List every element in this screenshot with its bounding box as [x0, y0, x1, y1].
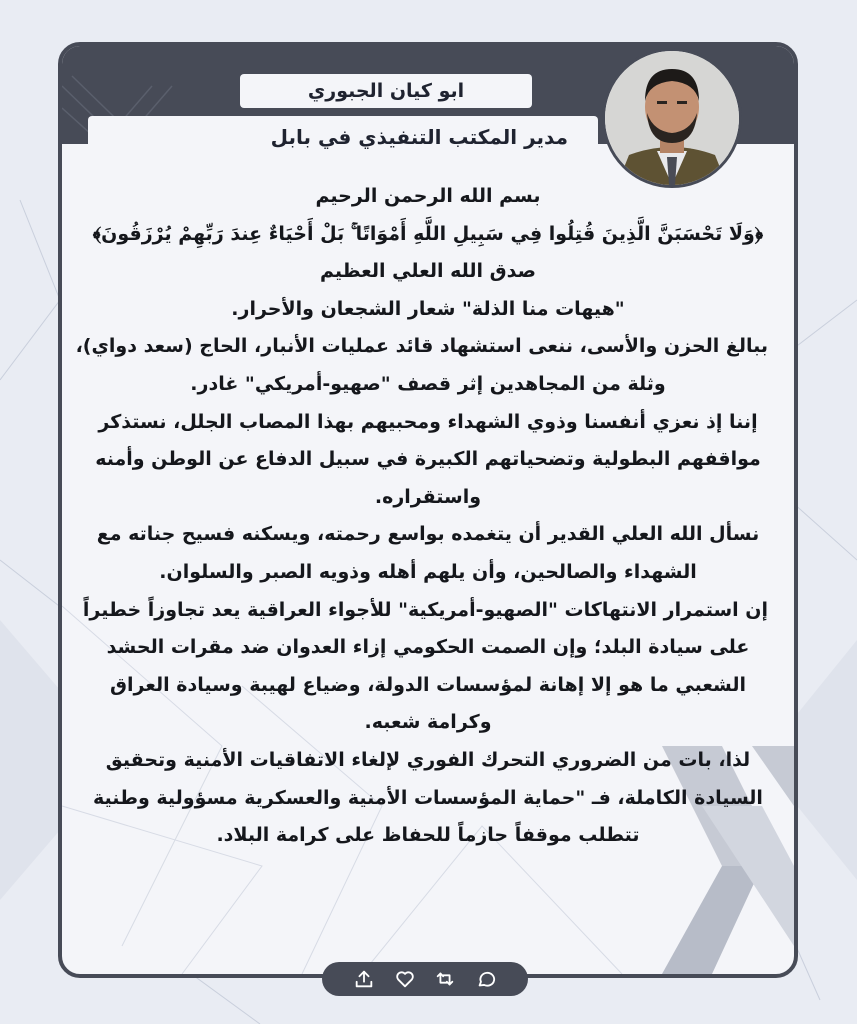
statement-line: على سيادة البلد؛ وإن الصمت الحكومي إزاء العدوان ضد مقرات الحشد	[106, 636, 750, 659]
statement-line: وكرامة شعبه.	[364, 711, 492, 734]
statement-line: "هيهات منا الذلة" شعار الشجعان والأحرار.	[231, 297, 625, 320]
statement-line: وثلة من المجاهدين إثر قصف "صهيو-أمريكي" غادر.	[190, 372, 666, 395]
name-plate	[240, 74, 532, 108]
post-action-bar	[322, 962, 528, 996]
statement-line: نسأل الله العلي القدير أن يتغمده بواسع رحمته، ويسكنه فسيح جناته مع	[96, 523, 760, 546]
statement-line: مواقفهم البطولية وتضحياتهم الكبيرة في سبيل الدفاع عن الوطن وأمنه	[95, 448, 761, 471]
statement-text	[75, 178, 768, 855]
profile-name: ابو كيان الجبوري	[307, 80, 465, 102]
statement-line: ببالغ الحزن والأسى، ننعى استشهاد قائد عمليات الأنبار، الحاج (سعد دواي)،	[75, 335, 768, 358]
repost-icon[interactable]	[434, 968, 456, 990]
reply-icon[interactable]	[475, 968, 497, 990]
share-icon[interactable]	[353, 968, 375, 990]
statement-line: بسم الله الرحمن الرحيم	[315, 185, 541, 207]
avatar	[602, 48, 742, 188]
profile-title: مدير المكتب التنفيذي في بابل	[270, 125, 568, 149]
post-card	[58, 42, 798, 978]
statement-line: تتطلب موقفاً حازماً للحفاظ على كرامة البلاد.	[216, 824, 640, 847]
statement-line: إن استمرار الانتهاكات "الصهيو-أمريكية" للأجواء العراقية يعد تجاوزاً خطيراً	[82, 598, 768, 621]
statement-line: السيادة الكاملة، فـ "حماية المؤسسات الأمنية والعسكرية مسؤولية وطنية	[93, 786, 763, 809]
statement-line: واستقراره.	[374, 485, 482, 508]
title-plate	[88, 116, 598, 158]
statement-line: لذا، بات من الضروري التحرك الفوري لإلغاء الاتفاقيات الأمنية وتحقيق	[105, 748, 751, 771]
statement-line: الشعبي ما هو إلا إهانة لمؤسسات الدولة، وضياع لهيبة وسيادة العراق	[109, 673, 747, 696]
statement-line: ﴿وَلَا تَحْسَبَنَّ الَّذِينَ قُتِلُوا فِي سَبِيلِ اللَّهِ أَمْوَاتًا ۚ بَلْ أَحْيَاءٌ عِندَ رَبِّهِمْ يُرْزَقُونَ﴾	[92, 222, 764, 245]
avatar-portrait	[605, 51, 739, 185]
statement-line: الشهداء والصالحين، وأن يلهم أهله وذويه الصبر والسلوان.	[159, 560, 697, 583]
like-icon[interactable]	[394, 968, 416, 990]
statement-line: إننا إذ نعزي أنفسنا وذوي الشهداء ومحبيهم بهذا المصاب الجلل، نستذكر	[98, 410, 758, 433]
statement-line: صدق الله العلي العظيم	[320, 260, 536, 283]
